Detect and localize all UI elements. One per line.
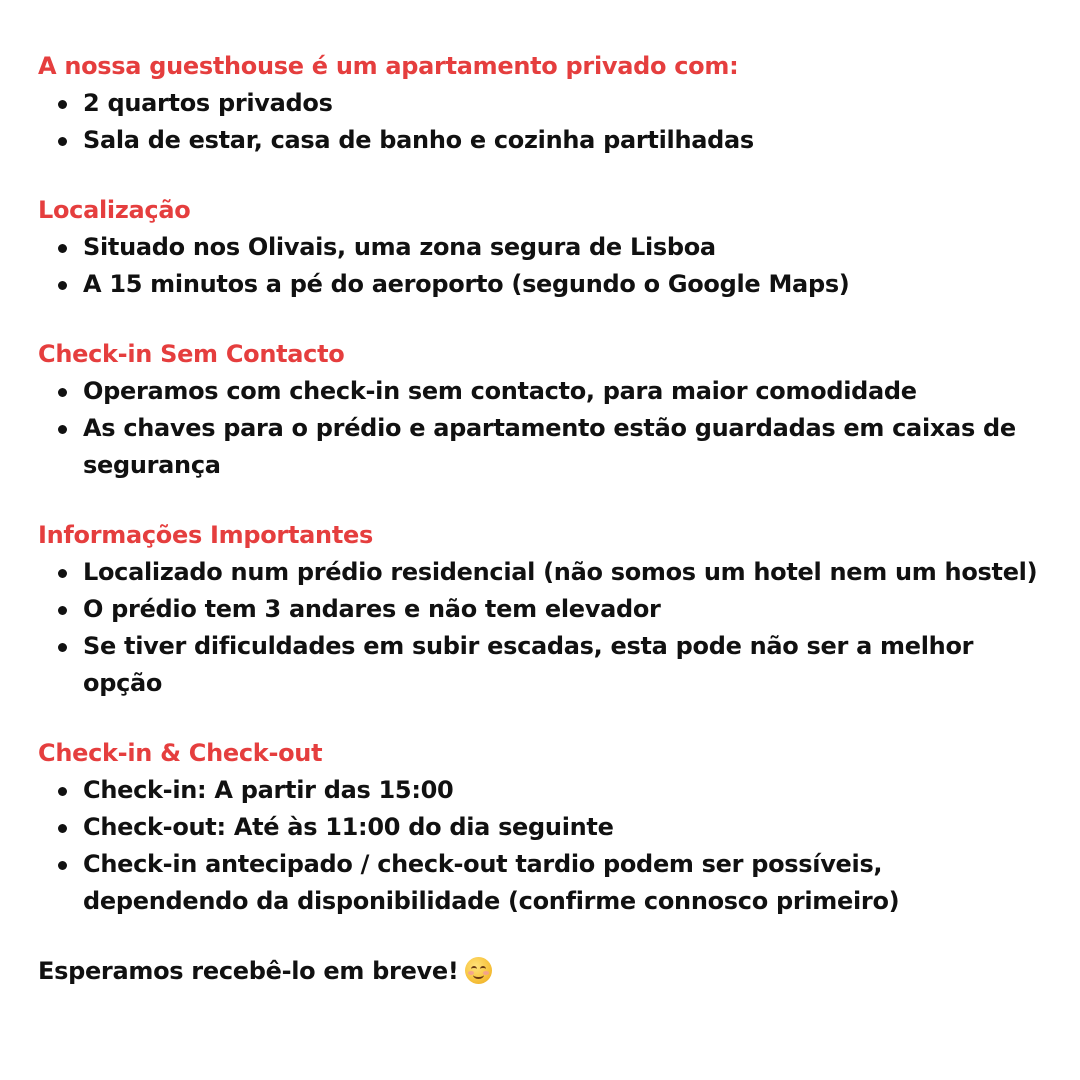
section-title: Check-in & Check-out [38,739,323,767]
bullet-dot-icon [58,137,67,146]
bullet-list [38,229,1052,303]
list-item-text: Operamos com check-in sem contacto, para maior comodidade [83,377,917,405]
list-item-text: Se tiver dificuldades em subir escadas, esta pode não ser a melhor opção [83,632,974,697]
bullet-dot-icon [58,569,67,578]
list-item [38,628,1052,702]
bullet-list [38,373,1052,484]
list-item [38,591,1052,628]
bullet-dot-icon [58,388,67,397]
bullet-dot-icon [58,244,67,253]
list-item [38,772,1052,809]
bullet-list [38,554,1052,702]
list-item [38,554,1052,591]
bullet-dot-icon [58,606,67,615]
list-item-text: Check-out: Até às 11:00 do dia seguinte [83,813,614,841]
section-title: A nossa guesthouse é um apartamento privado com: [38,52,739,80]
bullet-dot-icon [58,643,67,652]
list-item-text: Localizado num prédio residencial (não somos um hotel nem um hostel) [83,558,1038,586]
list-item [38,410,1052,484]
list-item [38,373,1052,410]
section-title: Check-in Sem Contacto [38,340,345,368]
list-item [38,846,1052,920]
list-item-text: A 15 minutos a pé do aeroporto (segundo o Google Maps) [83,270,850,298]
bullet-dot-icon [58,425,67,434]
section-location [38,192,1052,303]
section-checkin-checkout [38,735,1052,920]
smiling-face-icon [465,957,492,984]
list-item-text: O prédio tem 3 andares e não tem elevador [83,595,661,623]
bullet-list [38,772,1052,920]
bullet-list [38,85,1052,159]
closing-message [38,953,1052,990]
list-item [38,809,1052,846]
section-apartment [38,48,1052,159]
list-item-text: Sala de estar, casa de banho e cozinha partilhadas [83,126,754,154]
section-title: Localização [38,196,191,224]
section-important-info [38,517,1052,702]
list-item [38,266,1052,303]
bullet-dot-icon [58,787,67,796]
bullet-dot-icon [58,824,67,833]
section-contactless-checkin [38,336,1052,484]
list-item-text: Situado nos Olivais, uma zona segura de Lisboa [83,233,716,261]
list-item-text: 2 quartos privados [83,89,333,117]
list-item-text: As chaves para o prédio e apartamento estão guardadas em caixas de segurança [83,414,1016,479]
closing-text: Esperamos recebê-lo em breve! [38,957,459,985]
bullet-dot-icon [58,281,67,290]
bullet-dot-icon [58,861,67,870]
list-item-text: Check-in: A partir das 15:00 [83,776,454,804]
bullet-dot-icon [58,100,67,109]
list-item-text: Check-in antecipado / check-out tardio podem ser possíveis, dependendo da disponibilidade (confirme connosco primeiro) [83,850,900,915]
list-item [38,229,1052,266]
section-title: Informações Importantes [38,521,373,549]
list-item [38,85,1052,122]
list-item [38,122,1052,159]
